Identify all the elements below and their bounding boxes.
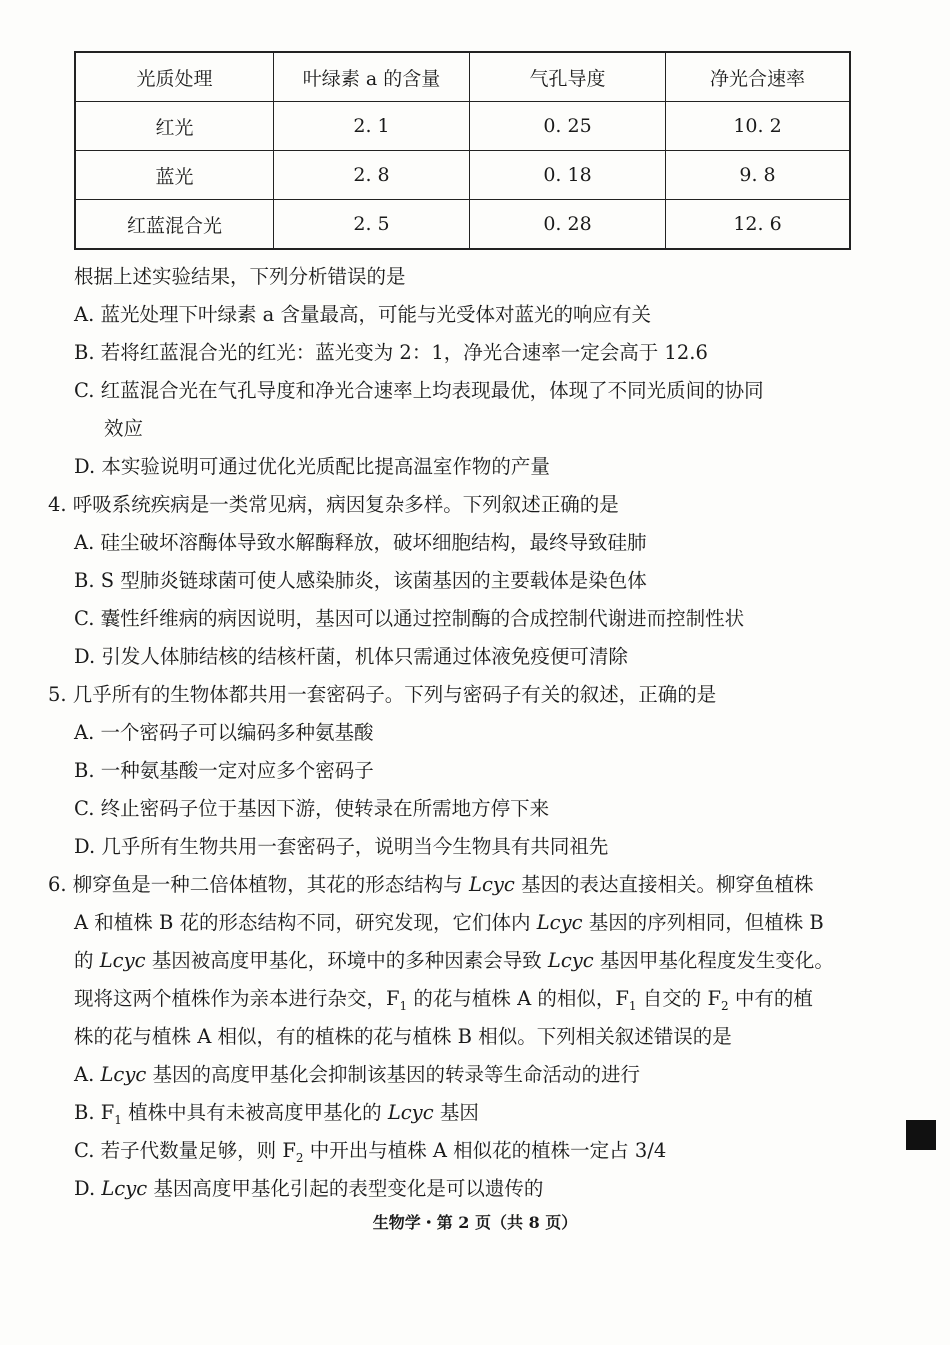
generation-label: F (386, 987, 400, 1010)
generation-label: F (282, 1139, 296, 1162)
q6-text: B. (74, 1101, 101, 1124)
q6-text: 中开出与植株 A 相似花的植株一定占 3/4 (303, 1139, 667, 1162)
q6-stem-line-2 (74, 910, 824, 936)
generation-subscript: 1 (399, 998, 408, 1013)
q4-option-b: B. S 型肺炎链球菌可使人感染肺炎，该菌基因的主要载体是染色体 (74, 569, 647, 592)
q6-option-d (74, 1176, 543, 1202)
q6-text: 植株中具有未被高度甲基化的 (121, 1101, 388, 1124)
q3-option-c-cont: 效应 (104, 417, 144, 440)
gene-name: Lcyc (387, 1101, 434, 1124)
table-cell: 红光 (75, 102, 274, 151)
q6-text: 的花与植株 A 的相似， (407, 987, 616, 1010)
q6-text: 基因甲基化程度发生变化。 (593, 949, 834, 972)
generation-subscript: 1 (628, 998, 637, 1013)
table-cell: 蓝光 (75, 151, 274, 200)
gene-name: Lcyc (547, 949, 594, 972)
q6-option-c (74, 1138, 666, 1171)
q5-stem: 5. 几乎所有的生物体都共用一套密码子。下列与密码子有关的叙述，正确的是 (48, 683, 717, 706)
table-cell: 2. 8 (274, 151, 470, 200)
table-header: 叶绿素 a 的含量 (274, 52, 470, 102)
table-row (75, 102, 850, 151)
table-header: 气孔导度 (470, 52, 666, 102)
q5-option-b: B. 一种氨基酸一定对应多个密码子 (74, 759, 374, 782)
q6-text: 现将这两个植株作为亲本进行杂交， (74, 987, 387, 1010)
q5-option-a: A. 一个密码子可以编码多种氨基酸 (74, 721, 374, 744)
q6-option-b (74, 1100, 479, 1133)
q6-text: 自交的 (636, 987, 708, 1010)
q6-stem-line-1 (48, 872, 814, 898)
q6-text: 的 (74, 949, 100, 972)
q6-stem-line-5: 株的花与植株 A 相似，有的植株的花与植株 B 相似。下列相关叙述错误的是 (74, 1025, 732, 1048)
q6-text: D. (74, 1177, 102, 1200)
q6-text: A 和植株 B 花的形态结构不同，研究发现，它们体内 (74, 911, 537, 934)
q6-text: A. (74, 1063, 101, 1086)
q3-option-b: B. 若将红蓝混合光的红光：蓝光变为 2：1，净光合速率一定会高于 12.6 (74, 341, 708, 364)
table-cell: 2. 1 (274, 102, 470, 151)
table-cell: 0. 28 (470, 200, 666, 250)
q4-option-d: D. 引发人体肺结核的结核杆菌，机体只需通过体液免疫便可清除 (74, 645, 628, 668)
q6-text: 基因的表达直接相关。柳穿鱼植株 (514, 873, 814, 896)
q5-option-d: D. 几乎所有生物共用一套密码子，说明当今生物具有共同祖先 (74, 835, 609, 858)
gene-name: Lcyc (100, 1063, 147, 1086)
table-cell: 0. 25 (470, 102, 666, 151)
table-cell: 2. 5 (274, 200, 470, 250)
q4-option-c: C. 囊性纤维病的病因说明，基因可以通过控制酶的合成控制代谢进而控制性状 (74, 607, 745, 630)
q6-text: 中有的植 (728, 987, 813, 1010)
scan-registration-mark (906, 1120, 936, 1150)
table-cell: 0. 18 (470, 151, 666, 200)
q6-text: 基因被高度甲基化，环境中的多种因素会导致 (145, 949, 548, 972)
table-cell: 红蓝混合光 (75, 200, 274, 250)
table-header: 光质处理 (75, 52, 274, 102)
q6-text: 基因高度甲基化引起的表型变化是可以遗传的 (147, 1177, 544, 1200)
q4-option-a: A. 硅尘破坏溶酶体导致水解酶释放，破坏细胞结构，最终导致硅肺 (74, 531, 647, 554)
table-row (75, 200, 850, 250)
table-cell: 10. 2 (666, 102, 851, 151)
q6-text: 基因的序列相同，但植株 B (582, 911, 824, 934)
generation-subscript: 2 (295, 1150, 304, 1165)
gene-name: Lcyc (469, 873, 515, 896)
q3-option-c: C. 红蓝混合光在气孔导度和净光合速率上均表现最优，体现了不同光质间的协同 (74, 379, 764, 402)
generation-label: F (707, 987, 721, 1010)
table-cell: 12. 6 (666, 200, 851, 250)
q3-option-d: D. 本实验说明可通过优化光质配比提高温室作物的产量 (74, 455, 550, 478)
q6-text: 基因 (433, 1101, 479, 1124)
gene-name: Lcyc (99, 949, 146, 972)
table-cell: 9. 8 (666, 151, 851, 200)
table-row (75, 151, 850, 200)
q5-option-c: C. 终止密码子位于基因下游，使转录在所需地方停下来 (74, 797, 550, 820)
q6-text: 基因的高度甲基化会抑制该基因的转录等生命活动的进行 (146, 1063, 640, 1086)
q6-stem-line-4 (74, 986, 813, 1019)
generation-subscript: 2 (720, 998, 729, 1013)
gene-name: Lcyc (536, 911, 583, 934)
q4-stem: 4. 呼吸系统疾病是一类常见病，病因复杂多样。下列叙述正确的是 (48, 493, 619, 516)
q6-stem-line-3 (74, 948, 834, 974)
generation-subscript: 1 (114, 1112, 122, 1127)
table-header: 净光合速率 (666, 52, 851, 102)
data-table (74, 51, 851, 250)
q6-text: 6. 柳穿鱼是一种二倍体植物，其花的形态结构与 (48, 873, 470, 896)
gene-name: Lcyc (101, 1177, 148, 1200)
generation-label: F (615, 987, 629, 1010)
table-header-row (75, 52, 850, 102)
generation-label: F (100, 1101, 115, 1124)
q3-stem: 根据上述实验结果，下列分析错误的是 (74, 265, 406, 288)
q6-text: C. 若子代数量足够，则 (74, 1139, 283, 1162)
page-footer: 生物学・第 2 页（共 8 页） (372, 1213, 578, 1232)
q6-option-a (74, 1062, 640, 1088)
q3-option-a: A. 蓝光处理下叶绿素 a 含量最高，可能与光受体对蓝光的响应有关 (74, 303, 652, 326)
